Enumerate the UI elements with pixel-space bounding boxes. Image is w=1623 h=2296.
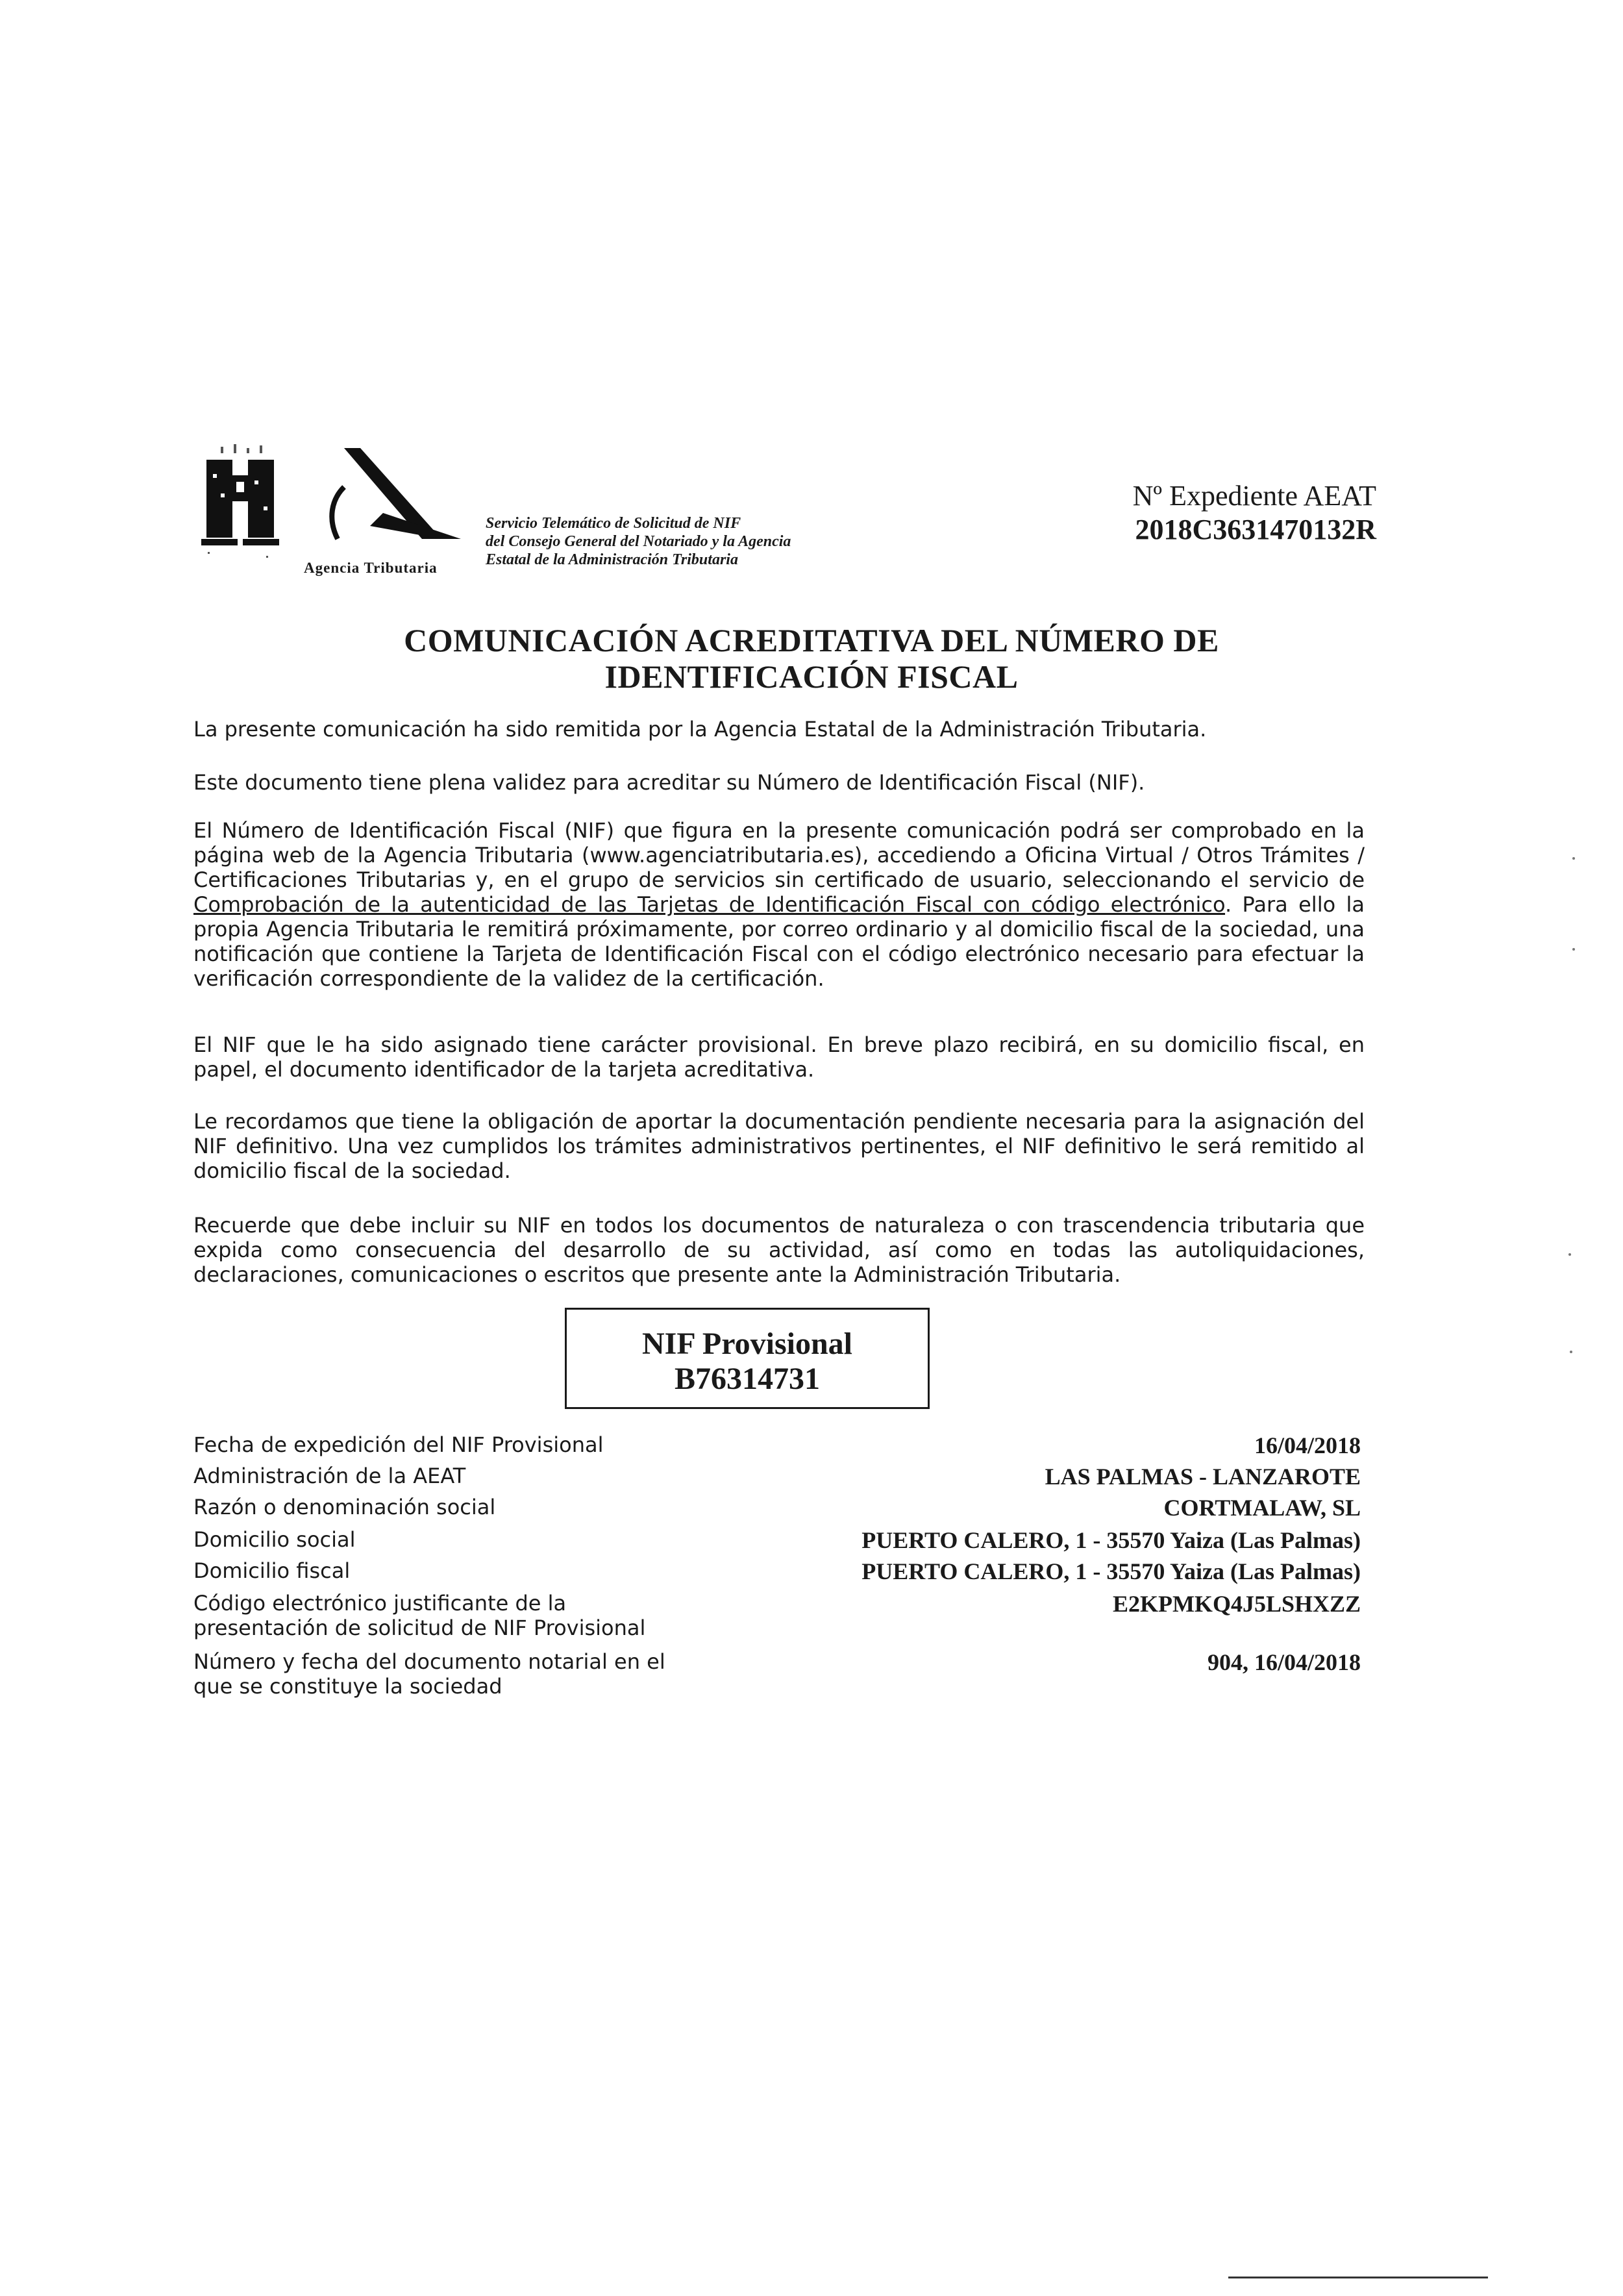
scan-speck [1568,1253,1571,1256]
paragraph-5: Le recordamos que tiene la obligación de aportar la documentación pendiente necesaria para la asignación del NIF definitivo. Una vez cumplidos los trámites administrativos pertinentes, el NIF definitivo le será remitido al domicilio fiscal de la sociedad. [193,1109,1365,1183]
paragraph-1: La presente comunicación ha sido remitida por la Agencia Estatal de la Administración Tributaria. [193,717,1207,742]
detail-label: Código electrónico justificante de la presentación de solicitud de NIF Provisional [193,1591,646,1640]
detail-value: 904, 16/04/2018 [1207,1649,1361,1675]
paragraph-3 [193,818,1365,991]
detail-label: Fecha de expedición del NIF Provisional [193,1432,604,1457]
government-emblem-icon [201,442,292,565]
nif-provisional-box [565,1308,930,1409]
detail-label: Administración de la AEAT [193,1464,466,1488]
verification-service-link[interactable]: Comprobación de la autenticidad de las Tarjetas de Identificación Fiscal con código electrónico [193,892,1226,917]
document-title [195,622,1428,695]
nif-number: B76314731 [674,1362,820,1396]
detail-value: PUERTO CALERO, 1 - 35570 Yaiza (Las Palmas) [861,1527,1361,1553]
paragraph-4: El NIF que le ha sido asignado tiene carácter provisional. En breve plazo recibirá, en su domicilio fiscal, en papel, el documento identificador de la tarjeta acreditativa. [193,1032,1365,1082]
nif-box-title: NIF Provisional [641,1327,853,1361]
paragraph-3-end: . Para ello la propia Agencia Tributaria le remitirá próximamente, por correo ordinario y al domicilio fiscal de la sociedad, una notificación que contiene la Tarjeta de Identificación Fiscal con el código electrónico necesario para efectuar la verificación correspondiente de la validez de la certificación. [193,892,1365,991]
scan-speck [1572,857,1575,860]
detail-value: E2KPMKQ4J5LSHXZZ [1112,1591,1361,1617]
service-line: Estatal de la Administración Tributaria [486,551,738,568]
detail-label: Razón o denominación social [193,1495,496,1519]
service-description [486,514,901,569]
expediente-number: 2018C3631470132R [1135,514,1376,545]
detail-label: Domicilio social [193,1527,356,1552]
bottom-rule [1228,2277,1488,2278]
paragraph-6: Recuerde que debe incluir su NIF en todos los documentos de naturaleza o con trascendencia tributaria que expida como consecuencia del desarrollo de su actividad, así como en todas las autoliquidaciones, declaraciones, comunicaciones o escritos que presente ante la Administración Tributaria. [193,1213,1365,1287]
detail-value: PUERTO CALERO, 1 - 35570 Yaiza (Las Palmas) [861,1558,1361,1584]
paragraph-2: Este documento tiene plena validez para acreditar su Número de Identificación Fiscal (NIF). [193,770,1145,795]
scan-speck [1570,1351,1572,1353]
expediente-label: Nº Expediente AEAT [1132,480,1376,512]
agency-name: Agencia Tributaria [304,560,438,576]
agencia-tributaria-logo [299,442,467,571]
detail-label: Número y fecha del documento notarial en el que se constituye la sociedad [193,1649,665,1699]
scan-speck [1572,948,1575,951]
detail-label: Domicilio fiscal [193,1558,351,1583]
detail-value: LAS PALMAS - LANZAROTE [1045,1464,1361,1490]
paragraph-3-start: El Número de Identificación Fiscal (NIF) que figura en la presente comunicación podrá ser comprobado en la página web de la Agencia Tributaria (www.agenciatributaria.es), accediendo a Oficina Virtual / Otros Trámites / Certificaciones Tributarias y, en el grupo de servicios sin certificado de usuario, seleccionando el servicio de [193,818,1365,892]
service-line: del Consejo General del Notariado y la Agencia [486,533,791,550]
title-line: COMUNICACIÓN ACREDITATIVA DEL NÚMERO DE [404,622,1219,658]
title-line: IDENTIFICACIÓN FISCAL [604,658,1019,695]
service-line: Servicio Telemático de Solicitud de NIF [486,515,741,532]
detail-value: 16/04/2018 [1254,1432,1361,1458]
detail-value: CORTMALAW, SL [1163,1495,1361,1521]
